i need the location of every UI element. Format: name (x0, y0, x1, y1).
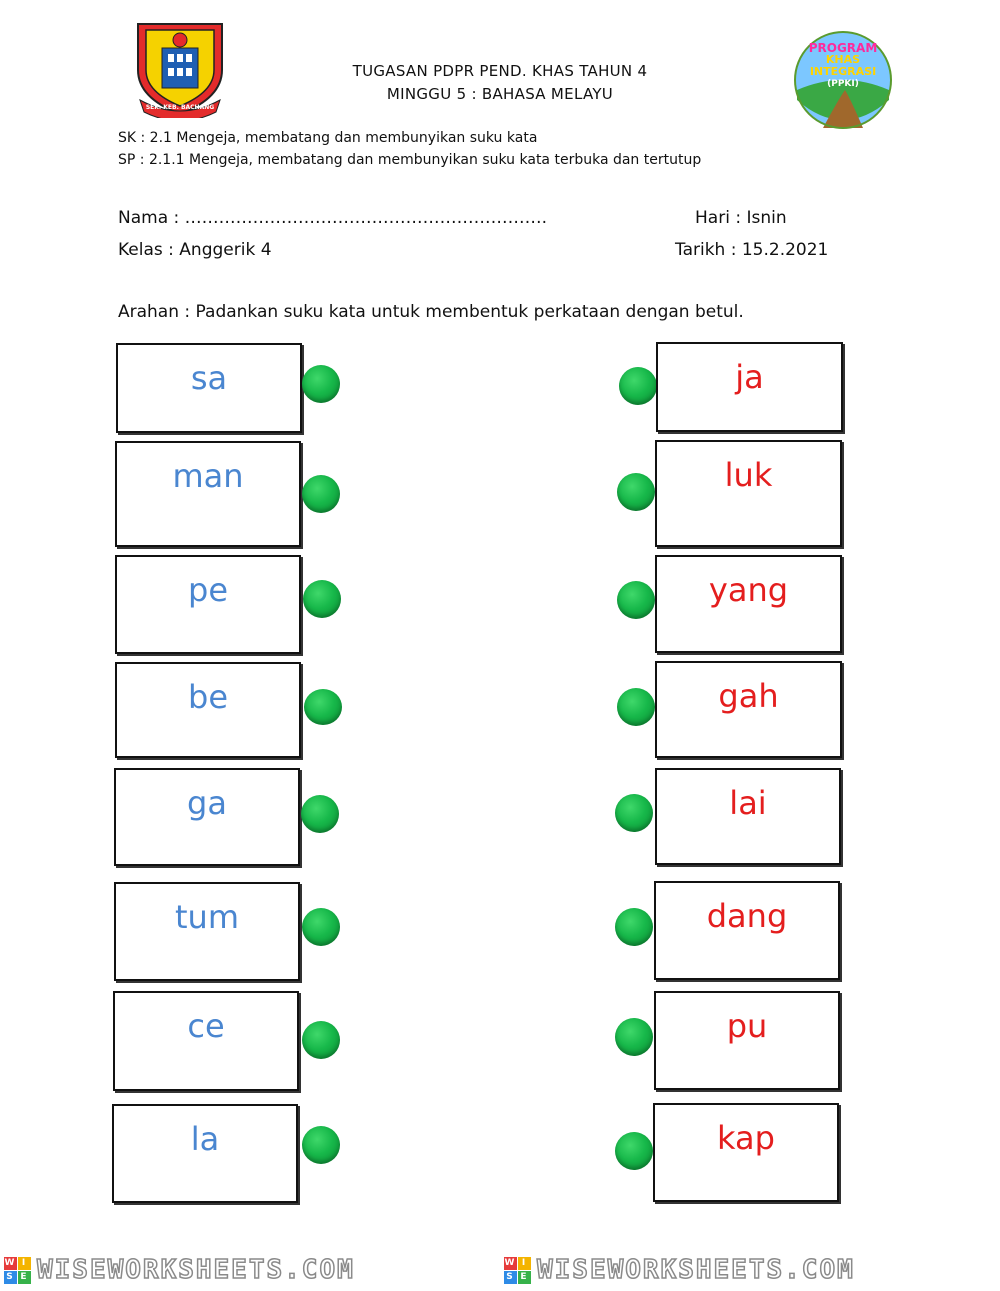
left-connector-dot[interactable] (304, 689, 342, 725)
watermark-text: WISEWORKSHEETS.COM (537, 1255, 855, 1285)
school-logo-text: SEK. KEB. BACHANG (145, 104, 215, 111)
program-logo-line: KHAS (825, 53, 861, 66)
right-connector-dot[interactable] (615, 1132, 653, 1170)
worksheets-logo-icon: W I S E (4, 1257, 31, 1284)
school-logo (130, 18, 230, 118)
tarikh-field: Tarikh : 15.2.2021 (675, 240, 829, 260)
sk-standard: SK : 2.1 Mengeja, membatang dan membunyikan suku kata (118, 130, 538, 146)
left-connector-dot[interactable] (302, 475, 340, 513)
right-connector-dot[interactable] (617, 688, 655, 726)
left-connector-dot[interactable] (301, 795, 339, 833)
right-connector-dot[interactable] (619, 367, 657, 405)
right-syllable-box[interactable]: yang (655, 555, 842, 653)
left-syllable-box[interactable]: la (112, 1104, 298, 1203)
program-logo-line: PROGRAM (808, 41, 878, 55)
right-syllable-box[interactable]: dang (654, 881, 840, 980)
worksheet-subtitle: MINGGU 5 : BAHASA MELAYU (386, 85, 614, 103)
left-syllable-box[interactable]: be (115, 662, 301, 758)
program-logo-line: (PPKI) (827, 79, 859, 89)
right-syllable-box[interactable]: pu (654, 991, 840, 1090)
left-syllable-box[interactable]: ga (114, 768, 300, 866)
worksheets-logo-icon: W I S E (504, 1257, 531, 1284)
right-connector-dot[interactable] (617, 473, 655, 511)
right-syllable-box[interactable]: kap (653, 1103, 839, 1202)
left-syllable-box[interactable]: ce (113, 991, 299, 1091)
right-syllable-box[interactable]: gah (655, 661, 842, 758)
instruction-text: Arahan : Padankan suku kata untuk membentuk perkataan dengan betul. (118, 302, 744, 322)
right-syllable-box[interactable]: ja (656, 342, 843, 432)
left-connector-dot[interactable] (303, 580, 341, 618)
right-connector-dot[interactable] (615, 908, 653, 946)
program-logo-line: INTEGRASI (809, 65, 877, 78)
sp-standard: SP : 2.1.1 Mengeja, membatang dan membunyikan suku kata terbuka dan tertutup (118, 152, 702, 168)
left-connector-dot[interactable] (302, 908, 340, 946)
left-connector-dot[interactable] (302, 1126, 340, 1164)
right-connector-dot[interactable] (615, 794, 653, 832)
worksheet-title: TUGASAN PDPR PEND. KHAS TAHUN 4 (352, 62, 648, 80)
left-connector-dot[interactable] (302, 365, 340, 403)
left-syllable-box[interactable]: man (115, 441, 301, 547)
right-syllable-box[interactable]: lai (655, 768, 841, 865)
left-syllable-box[interactable]: sa (116, 343, 302, 433)
kelas-field: Kelas : Anggerik 4 (118, 240, 272, 260)
footer-watermark (4, 1255, 355, 1285)
program-logo (793, 30, 893, 130)
watermark-text: WISEWORKSHEETS.COM (37, 1255, 355, 1285)
hari-field: Hari : Isnin (695, 208, 787, 228)
left-syllable-box[interactable]: tum (114, 882, 300, 981)
footer-watermark (504, 1255, 855, 1285)
right-connector-dot[interactable] (615, 1018, 653, 1056)
right-syllable-box[interactable]: luk (655, 440, 842, 547)
left-syllable-box[interactable]: pe (115, 555, 301, 654)
right-connector-dot[interactable] (617, 581, 655, 619)
left-connector-dot[interactable] (302, 1021, 340, 1059)
nama-field: Nama : ………………………………………………………. (118, 208, 548, 228)
